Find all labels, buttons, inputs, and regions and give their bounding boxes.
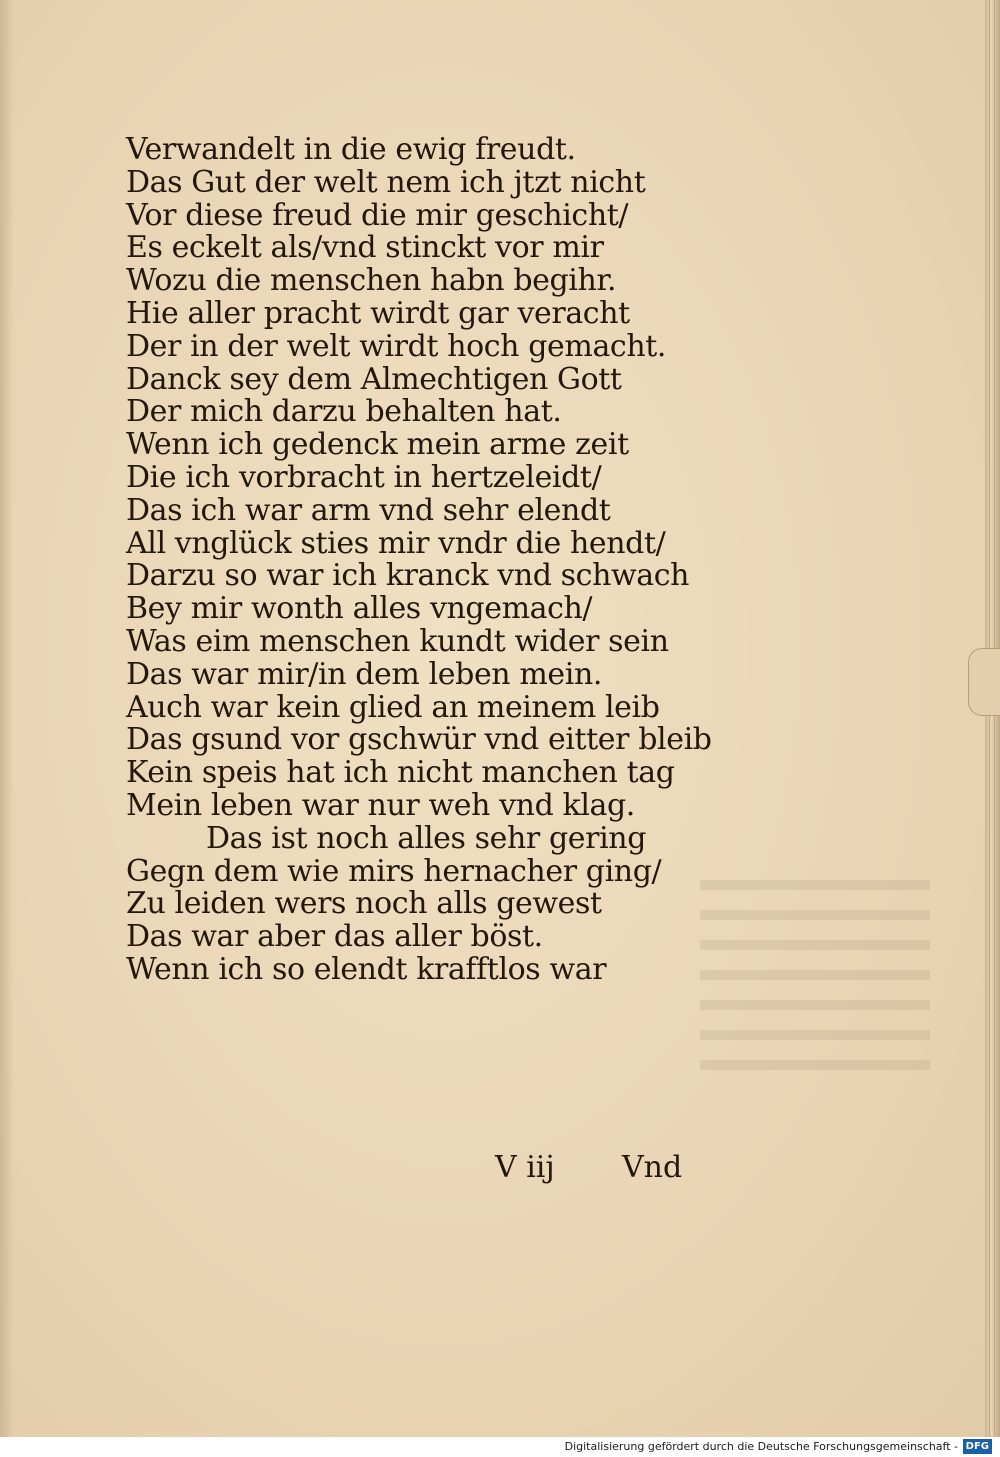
verse-line: Was eim menschen kundt wider sein	[126, 623, 669, 659]
verse-line: Das war mir/in dem leben mein.	[126, 656, 603, 692]
verse-line: Wenn ich gedenck mein arme zeit	[126, 427, 629, 463]
verse-text	[126, 134, 726, 987]
verse-line: Es eckelt als/vnd stinckt vor mir	[126, 230, 604, 266]
digitization-footer	[0, 1437, 1000, 1457]
verse-line: Das Gut der welt nem ich jtzt nicht	[126, 164, 646, 200]
page-edge	[985, 0, 1000, 1437]
verse-line: Kein speis hat ich nicht manchen tag	[126, 755, 675, 791]
verse-line: Vor diese freud die mir geschicht/	[126, 197, 629, 233]
verse-line: Bey mir wonth alles vngemach/	[126, 591, 593, 627]
verse-line: Gegn dem wie mirs hernacher ging/	[126, 853, 662, 889]
verse-line: Das ich war arm vnd sehr elendt	[126, 492, 611, 528]
verse-line: Mein leben war nur weh vnd klag.	[126, 787, 635, 823]
verse-line: Darzu so war ich kranck vnd schwach	[126, 558, 690, 594]
funding-credit: Digitalisierung gefördert durch die Deutsche Forschungsgemeinschaft -	[564, 1440, 958, 1453]
verse-line: Das gsund vor gschwür vnd eitter bleib	[126, 722, 712, 758]
verse-line: Hie aller pracht wirdt gar veracht	[126, 295, 630, 331]
verse-line: All vnglück sties mir vndr die hendt/	[126, 525, 666, 561]
verse-line: Wenn ich so elendt krafftlos war	[126, 951, 607, 987]
verse-line: Die ich vorbracht in hertzeleidt/	[126, 459, 602, 495]
verse-line: Wozu die menschen habn begihr.	[126, 263, 617, 299]
verse-line: Der in der welt wirdt hoch gemacht.	[126, 328, 667, 364]
page-edge-line	[989, 0, 990, 1437]
verse-line: Auch war kein glied an meinem leib	[126, 689, 660, 725]
show-through-text	[700, 880, 930, 1090]
catch-word: Vnd	[622, 1150, 683, 1185]
verse-line: Das war aber das aller böst.	[126, 919, 543, 955]
dfg-logo: DFG	[963, 1439, 992, 1454]
page-edge-tab	[968, 648, 1000, 716]
verse-line: Zu leiden wers noch alls gewest	[126, 886, 602, 922]
page-gutter	[0, 0, 14, 1437]
verse-line: Der mich darzu behalten hat.	[126, 394, 562, 430]
page-edge-line	[994, 0, 995, 1437]
verse-line-indented: Das ist noch alles sehr gering	[206, 820, 647, 856]
verse-line: Verwandelt in die ewig freudt.	[126, 132, 576, 167]
signature-mark: V iij	[495, 1150, 555, 1185]
verse-line: Danck sey dem Almechtigen Gott	[126, 361, 622, 397]
